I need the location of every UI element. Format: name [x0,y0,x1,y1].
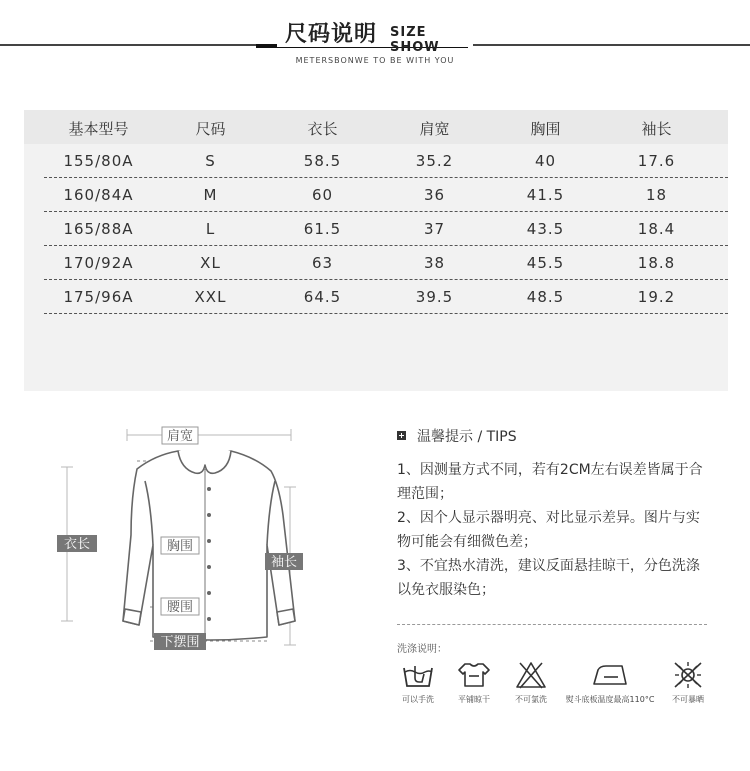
column-header: 衣长 [307,120,338,138]
tips-title: 温馨提示 / TIPS [417,429,517,445]
table-cell: 165/88A [63,220,134,238]
table-cell: 170/92A [63,254,134,272]
column-header: 尺码 [195,120,226,138]
tip-item: 2、因个人显示器明亮、对比显示差异。图片与实物可能会有细微色差； [397,510,700,550]
row-divider [44,313,728,314]
table-cell: 63 [311,254,334,272]
header-subtitle: METERSBONWE TO BE WITH YOU [295,56,455,65]
header-title-cn: 尺码说明 [285,22,378,47]
wash-label: 不可暴晒 [672,695,704,704]
table-cell: XL [200,254,221,272]
header-title-en: SIZE SHOW [390,25,440,55]
wash-label: 熨斗底板温度最高110°C [565,695,655,704]
table-cell: XXL [194,288,227,306]
table-row [24,280,728,314]
table-cell: 39.5 [415,288,454,306]
wash-label: 平铺晾干 [458,695,490,704]
table-cell: 18 [645,186,668,204]
tip-item: 1、因测量方式不同，若有2CM左右误差皆属于合理范围； [397,462,703,502]
table-row [24,178,728,212]
table-cell: 60 [311,186,334,204]
wash-label: 不可氯洗 [515,695,547,704]
table-cell: M [203,186,218,204]
shoulder-label: 肩宽 [166,429,194,444]
shirt-measurement-diagram [55,425,360,655]
no-sun-dry-icon [671,660,705,690]
washing-divider [397,624,707,625]
table-cell: 155/80A [63,152,134,170]
table-cell: 35.2 [415,152,454,170]
hand-wash-icon [401,660,435,690]
page-header [0,0,750,80]
table-cell: 36 [423,186,446,204]
table-cell: 45.5 [526,254,565,272]
wash-item [666,660,710,705]
table-cell: 160/84A [63,186,134,204]
washing-title: 洗涤说明： [397,644,447,655]
sleeve-label: 袖长 [270,555,298,570]
table-row [24,246,728,280]
table-row [24,144,728,178]
plus-square-icon [397,431,406,440]
table-cell: 40 [534,152,557,170]
hem-label: 下摆围 [160,635,200,650]
table-cell: 43.5 [526,220,565,238]
table-cell: 18.8 [637,254,676,272]
table-cell: 175/96A [63,288,134,306]
table-cell: 37 [423,220,446,238]
iron-icon [590,660,630,690]
column-header: 袖长 [641,120,672,138]
table-cell: 64.5 [303,288,342,306]
wash-label: 可以手洗 [402,695,434,704]
table-cell: 61.5 [303,220,342,238]
table-cell: L [205,220,216,238]
table-cell: 48.5 [526,288,565,306]
table-cell: 41.5 [526,186,565,204]
table-cell: 18.4 [637,220,676,238]
table-cell: 38 [423,254,446,272]
column-header: 基本型号 [68,120,129,138]
tip-item: 3、不宜热水清洗，建议反面悬挂晾干，分色洗涤以免衣服染色； [397,558,700,598]
column-header: 胸围 [530,120,561,138]
waist-label: 腰围 [166,600,194,615]
chest-label: 胸围 [166,539,194,554]
size-table [24,110,728,391]
wash-item [397,660,439,705]
length-label: 衣长 [63,537,91,552]
table-header [24,110,728,144]
table-cell: 17.6 [637,152,676,170]
wash-item [452,660,496,705]
header-title [277,17,473,55]
table-cell: 58.5 [303,152,342,170]
flat-dry-icon [457,660,491,690]
wash-item [510,660,552,705]
column-header: 肩宽 [419,120,450,138]
no-bleach-icon [514,660,548,690]
table-cell: 19.2 [637,288,676,306]
table-row [24,212,728,246]
wash-item [558,660,662,705]
table-cell: S [205,152,216,170]
